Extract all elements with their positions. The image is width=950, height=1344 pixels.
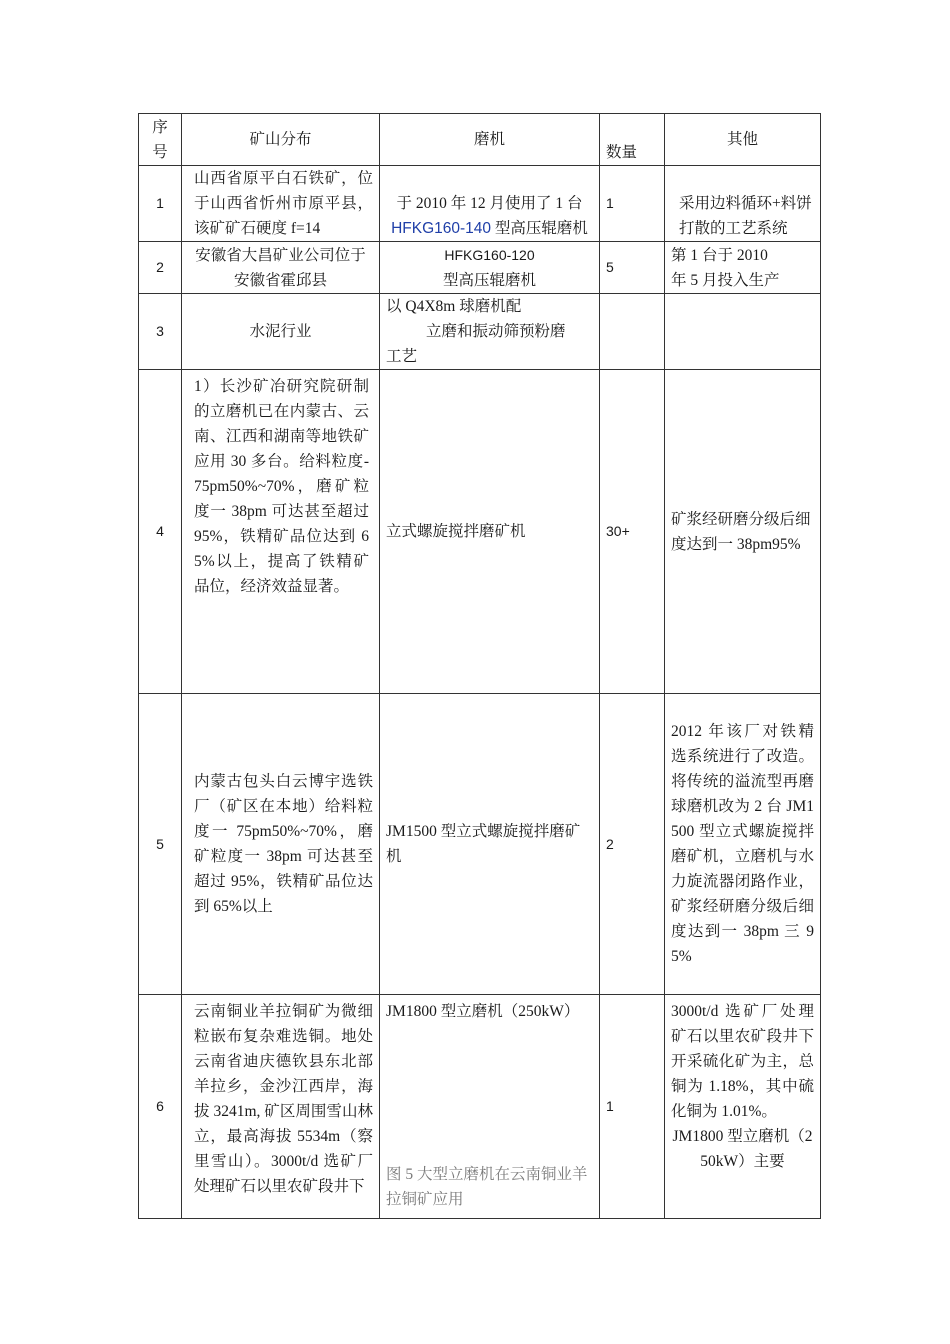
header-qty: 数量 — [600, 114, 665, 166]
row-other: 2012 年该厂对铁精选系统进行了改造。将传统的溢流型再磨球磨机改为 2 台 JM1500 型立式螺旋搅拌磨矿机，立磨机与水力旋流器闭路作业，矿浆经研磨分级后细度达到一 38pm 三 95% — [665, 694, 821, 995]
mill-type: 型高压辊磨机 — [442, 271, 536, 289]
row-no: 2 — [139, 242, 182, 294]
row-mill — [380, 294, 600, 370]
row-qty: 1 — [600, 166, 665, 242]
row-mine: 水泥行业 — [182, 294, 380, 370]
row-no: 1 — [139, 166, 182, 242]
mill-line-3: 工艺 — [386, 348, 418, 365]
row-qty — [600, 294, 665, 370]
table-row — [139, 294, 821, 370]
row-no: 5 — [139, 694, 182, 995]
mill-type: 型高压辊磨机 — [491, 220, 588, 237]
row-qty: 1 — [600, 995, 665, 1219]
row-other: 第 1 台于 2010 年 5 月投入生产 — [665, 242, 821, 294]
row-mill — [380, 166, 600, 242]
row-other — [665, 995, 821, 1219]
mine-mill-table — [138, 113, 821, 1219]
mill-text: 于 2010 年 12 月使用了 1 台 — [396, 195, 583, 212]
table-row — [139, 166, 821, 242]
other-text: 3000t/d 选矿厂处理矿石以里农矿段井下开采硫化矿为主，总铜为 1.18%，其中硫化铜为 1.01%。 — [671, 1003, 814, 1120]
header-mill: 磨机 — [380, 114, 600, 166]
other-text-2: JM1800 型立磨机（250kW）主要 — [672, 1128, 813, 1170]
header-no: 序 号 — [139, 114, 182, 166]
row-no: 3 — [139, 294, 182, 370]
row-mill — [380, 995, 600, 1219]
table-row — [139, 370, 821, 694]
mill-model: JM1800 型立磨机（250kW） — [386, 1003, 580, 1020]
row-mine: 云南铜业羊拉铜矿为微细粒嵌布复杂难选铜。地处云南省迪庆德钦县东北部羊拉乡，金沙江西岸，海拔 3241m, 矿区周围雪山林立，最高海拔 5534m（察里雪山）。3000t/d 选矿厂处理矿石以里农矿段井下 — [182, 995, 380, 1219]
mill-model: HFKG160-140 — [391, 220, 492, 237]
mill-line-2: 立磨和振动筛预粉磨 — [426, 323, 566, 340]
row-other: 采用边料循环+料饼打散的工艺系统 — [665, 166, 821, 242]
mill-line-1: 以 Q4X8m 球磨机配 — [386, 298, 522, 315]
table-row — [139, 694, 821, 995]
row-no: 6 — [139, 995, 182, 1219]
table-row — [139, 995, 821, 1219]
row-qty: 5 — [600, 242, 665, 294]
header-mine: 矿山分布 — [182, 114, 380, 166]
row-mill: JM1500 型立式螺旋搅拌磨矿机 — [380, 694, 600, 995]
row-mine: 安徽省大昌矿业公司位于安徽省霍邱县 — [182, 242, 380, 294]
table-row — [139, 242, 821, 294]
header-other: 其他 — [665, 114, 821, 166]
figure-caption: 图 5 大型立磨机在云南铜业羊拉铜矿应用 — [386, 1166, 588, 1208]
row-qty: 2 — [600, 694, 665, 995]
row-other: 矿浆经研磨分级后细度达到一 38pm95% — [665, 370, 821, 694]
row-mine: 山西省原平白石铁矿，位于山西省忻州市原平县，该矿矿石硬度 f=14 — [182, 166, 380, 242]
row-qty: 30+ — [600, 370, 665, 694]
row-mill — [380, 242, 600, 294]
row-mine: 1）长沙矿冶研究院研制的立磨机已在内蒙古、云南、江西和湖南等地铁矿应用 30 多台。给料粒度-75pm50%~70%，磨矿粒度一 38pm 可达甚至超过 95%，铁精矿品位达到 65%以上，提高了铁精矿品位，经济效益显著。 — [182, 370, 380, 694]
row-mill: 立式螺旋搅拌磨矿机 — [380, 370, 600, 694]
row-other — [665, 294, 821, 370]
row-mine: 内蒙古包头白云博宇选铁厂（矿区在本地）给料粒度一 75pm50%~70%，磨矿粒度一 38pm 可达甚至超过 95%，铁精矿品位达到 65%以上 — [182, 694, 380, 995]
mill-model: HFKG160-120 — [444, 246, 535, 263]
table-header-row — [139, 114, 821, 166]
row-no: 4 — [139, 370, 182, 694]
